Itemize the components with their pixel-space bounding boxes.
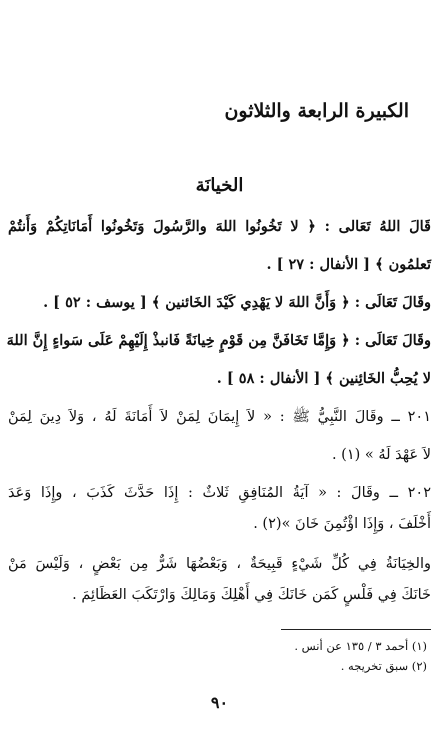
chapter-title: الكبيرة الرابعة والثلاثون bbox=[224, 100, 409, 122]
footnote-2: (٢) سبق تخريجه . bbox=[340, 659, 427, 673]
footnote-separator bbox=[281, 629, 431, 630]
hadith-201-line-1: ٢٠١ ــ وقَالَ النَّبِيُّ ﷺ : « لاَ إِيمَانَ لِمَنْ لاَ أَمَانَةَ لَهُ ، وَلاَ دِينَ لِمَنْ bbox=[8, 409, 431, 425]
quran-verse-line-5: لا يُحِبُّ الخَائِنين ﴾ [ الأنفال : ٥٨ ] . bbox=[216, 370, 431, 387]
hadith-201-line-2: لاَ عَهْدَ لَهُ » (١) . bbox=[331, 447, 431, 463]
quran-verse-line-3: وقَالَ تَعَالَى : ﴿ وَأَنَّ اللهَ لا يَهْدِي كَيْدَ الخَائنين ﴾ [ يوسف : ٥٢ ] . bbox=[43, 294, 431, 311]
page-number: ٩٠ bbox=[210, 693, 229, 712]
quran-verse-line-4: وقَالَ تَعَالَى : ﴿ وَإِمَّا تَخَافَنَّ مِن قَوْمٍ خِيانَةً فَانبذْ إِلَيْهِمْ عَلَى سَواءٍ إِنَّ اللهَ bbox=[6, 332, 431, 349]
hadith-202-line-1: ٢٠٢ ــ وقَالَ : « آيَةُ المُنَافِقِ ثَلاثٌ : إِذَا حَدَّثَ كَذَبَ ، وإِذَا وَعَدَ bbox=[8, 485, 431, 501]
commentary-line-1: والخِيَانَةُ فِي كُلِّ شَيْءٍ قَبِيحَةٌ ، وَبَعْضُهَا شَرٌّ مِن بَعْضٍ ، وَلَيْسَ مَنْ bbox=[8, 556, 431, 572]
commentary-line-2: خَانَكَ فِي فَلْسٍ كَمَن خَانَكَ فِي أَهْلِكَ وَمَالِكَ وَارْتَكَبَ العَظَائِمَ . bbox=[72, 587, 431, 603]
section-heading: الخيانَة bbox=[195, 175, 244, 196]
footnote-1: (١) أحمد ٣ / ١٣٥ عن أنس . bbox=[294, 639, 427, 653]
quran-verse-line-1: قَالَ اللهُ تَعَالى : ﴿ لا تَخُونُوا اللهَ والرَّسُولَ وَتَخُونُوا أَمَانَاتِكُمْ وَأَنتُمْ bbox=[8, 218, 431, 235]
quran-verse-line-2: تَعلمُون ﴾ [ الأنفال : ٢٧ ] . bbox=[266, 256, 431, 273]
hadith-202-line-2: أَخْلَفَ ، وَإِذَا اؤْتُمِنَ خَانَ »(٢) . bbox=[253, 516, 431, 532]
